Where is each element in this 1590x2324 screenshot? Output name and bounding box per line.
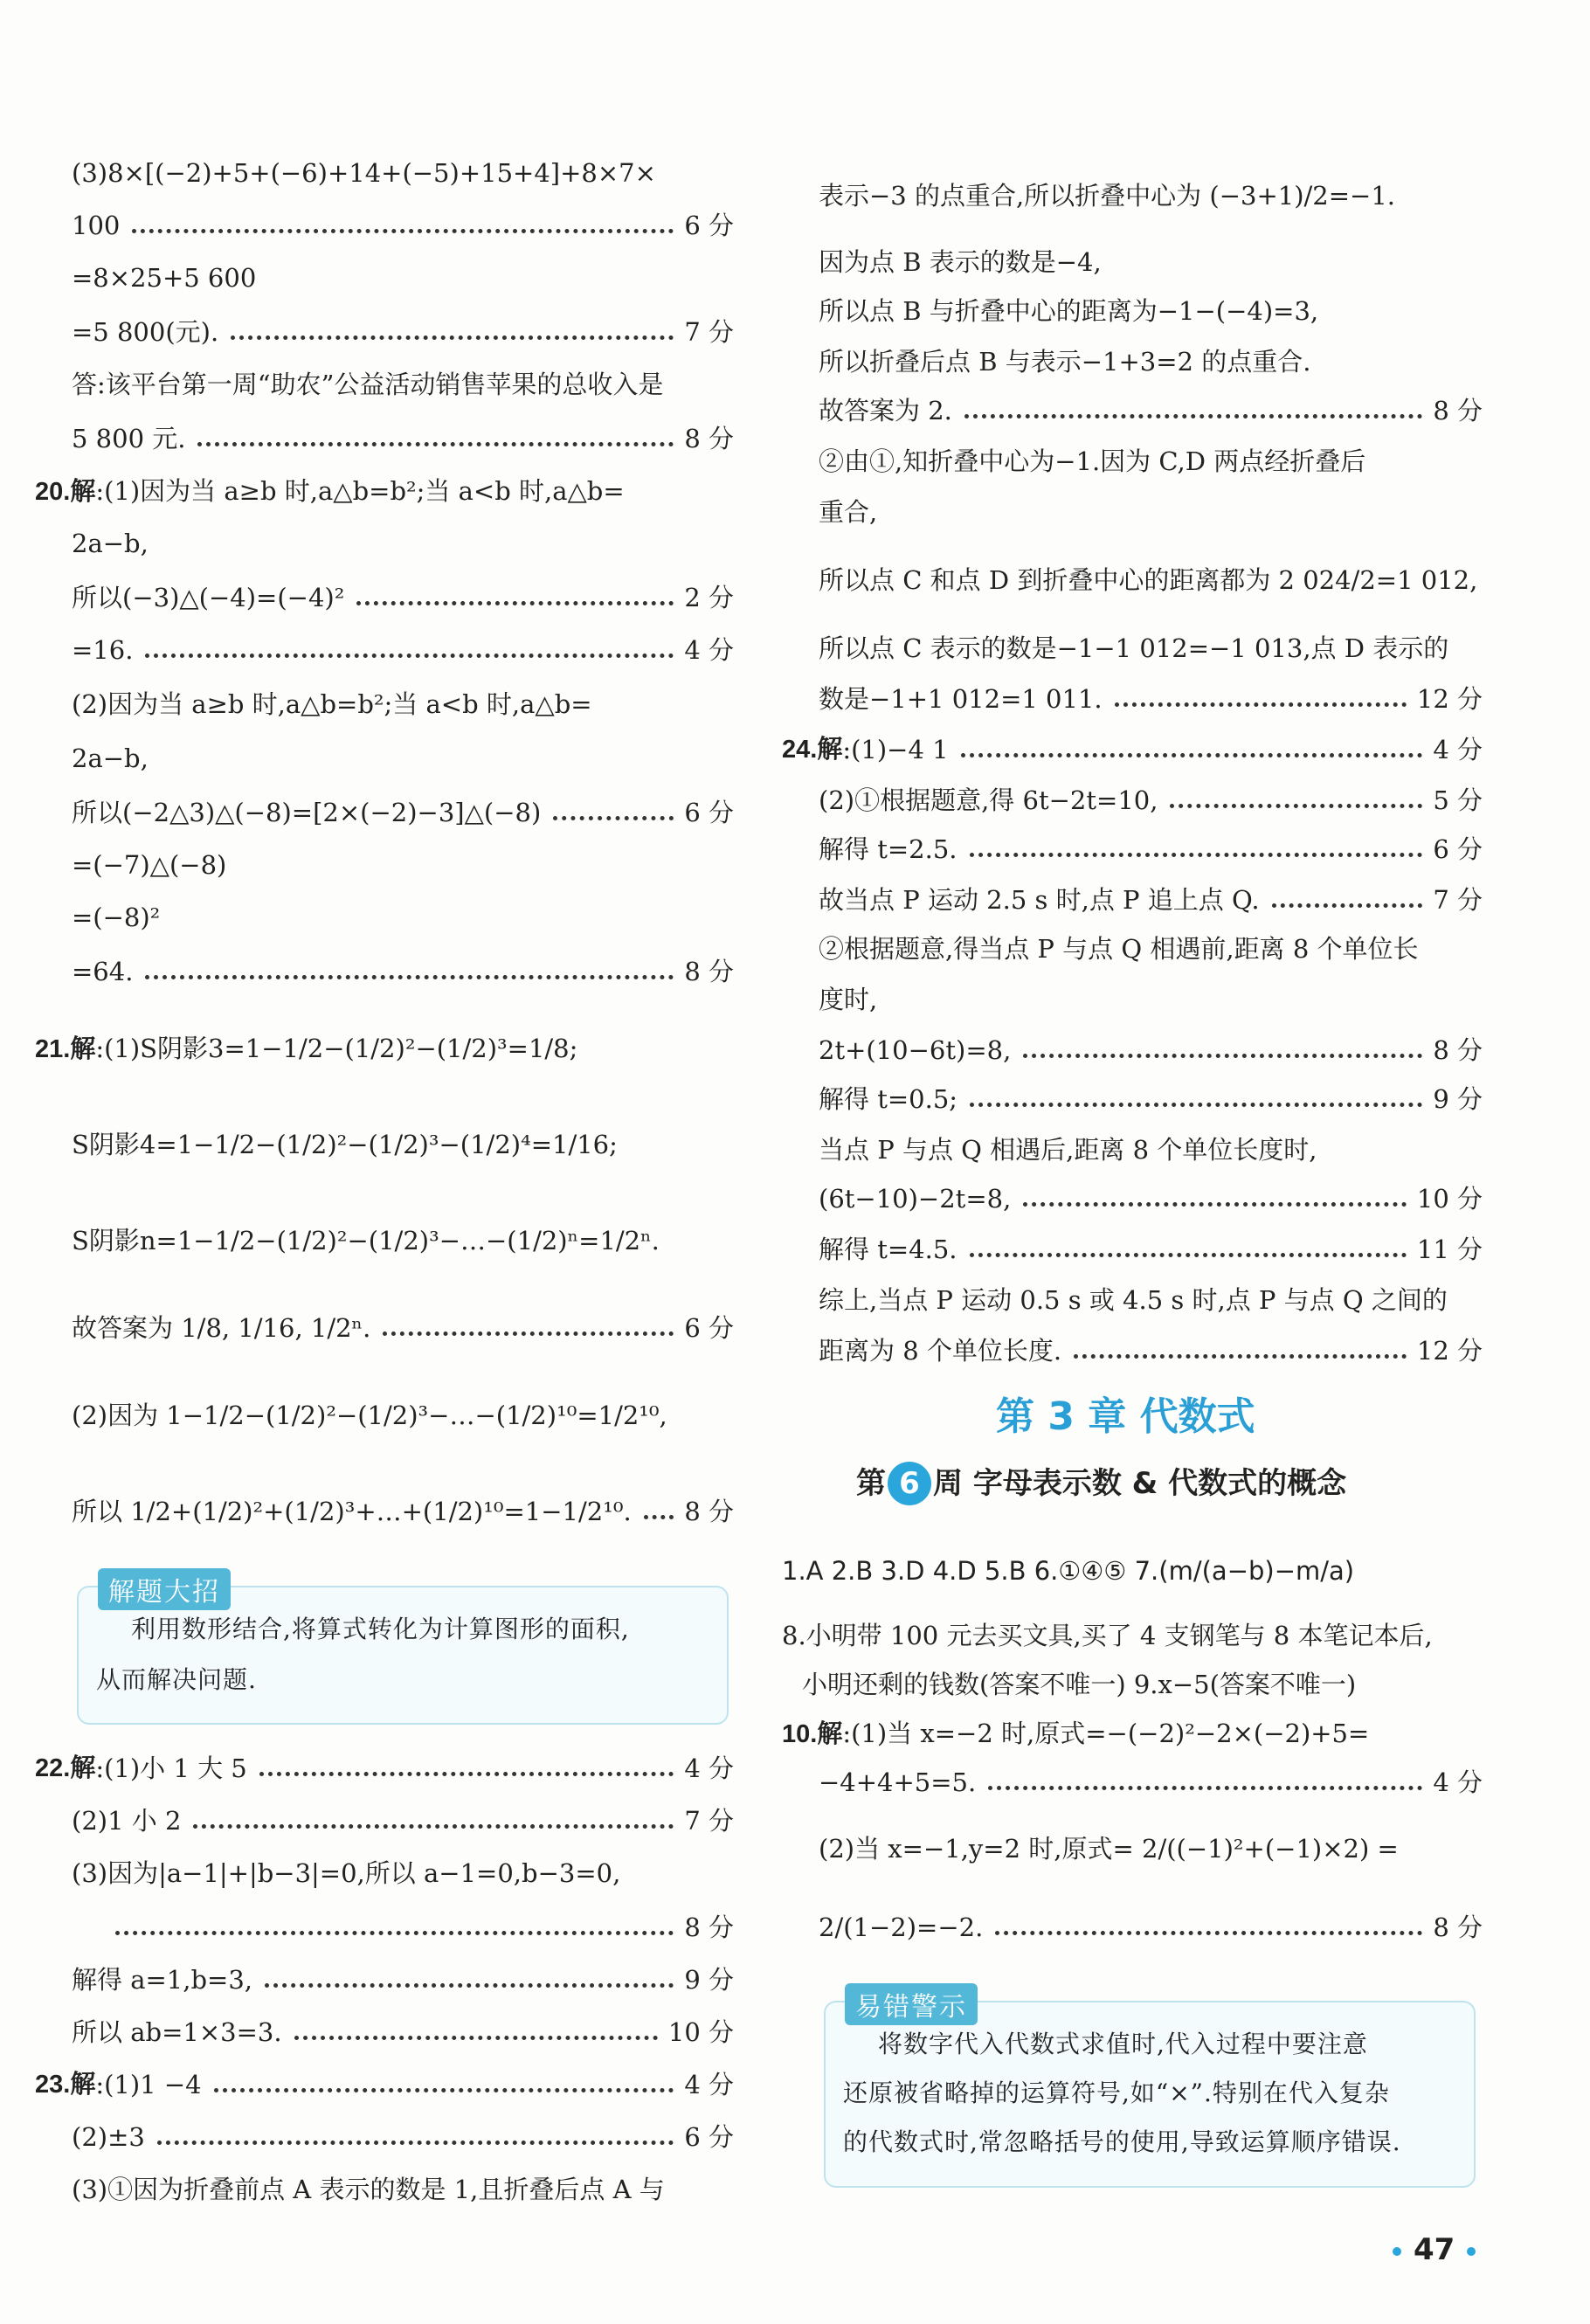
week-prefix: 第	[856, 1466, 886, 1501]
score: 10 分	[1416, 1184, 1483, 1214]
text: 100	[72, 211, 121, 240]
text: 解得 t=2.5.	[819, 834, 957, 864]
q24-line-9: 当点 P 与点 Q 相遇后,距离 8 个单位长度时,	[819, 1135, 1317, 1165]
text: :(1)1 −4	[95, 2070, 202, 2099]
q24-line-2	[819, 783, 1483, 818]
text: 数是−1+1 012=1 011.	[819, 684, 1103, 714]
q20-line-8: =(−7)△(−8)	[72, 850, 227, 880]
page-number	[1380, 2232, 1488, 2267]
tip-line-2: 还原被省略掉的运算符号,如“×”.特别在代入复杂	[843, 2078, 1390, 2107]
score: 5 分	[1433, 785, 1483, 815]
tip-box-strategy	[77, 1577, 729, 1725]
q24-line-3	[819, 832, 1483, 867]
q20-line-1	[35, 474, 625, 509]
q24-line-8	[819, 1082, 1483, 1117]
tip-line-1: 利用数形结合,将算式转化为计算图形的面积,	[131, 1615, 630, 1643]
score: 6 分	[684, 798, 734, 827]
q20-line-9: =(−8)²	[72, 903, 161, 932]
q20-line-10	[72, 954, 734, 989]
q19-line-5: 答:该平台第一周“助农”公益活动销售苹果的总收入是	[72, 370, 664, 399]
r-line-10	[819, 681, 1483, 716]
score: 6 分	[684, 211, 734, 240]
q23-line-1	[35, 2067, 734, 2102]
q21-line-2: S阴影4=1−1/2−(1/2)²−(1/2)³−(1/2)⁴=1/16;	[72, 1130, 618, 1159]
text: 解得 t=4.5.	[819, 1235, 957, 1264]
score: 4 分	[684, 1753, 734, 1783]
text: :(1)因为当 a≥b 时,a△b=b²;当 a<b 时,a△b=	[95, 476, 625, 506]
text: (2)1 小 2	[72, 1806, 182, 1836]
tip-box-warning	[824, 1992, 1476, 2188]
q22-line-3: (3)因为|a−1|+|b−3|=0,所以 a−1=0,b−3=0,	[72, 1858, 621, 1888]
text: 故答案为 2.	[819, 396, 952, 425]
text: −4+4+5=5.	[819, 1767, 977, 1797]
text: 2t+(10−6t)=8,	[819, 1035, 1012, 1065]
q24-line-4	[819, 882, 1483, 917]
q20-line-5: (2)因为当 a≥b 时,a△b=b²;当 a<b 时,a△b=	[72, 689, 592, 719]
score: 8 分	[684, 957, 734, 986]
q24-line-12: 综上,当点 P 运动 0.5 s 或 4.5 s 时,点 P 与点 Q 之间的	[819, 1285, 1448, 1315]
q19-line-4	[72, 315, 734, 349]
score: 11 分	[1416, 1235, 1483, 1264]
question-number: 23.解	[35, 2071, 96, 2099]
score: 4 分	[684, 635, 734, 665]
text: =16.	[72, 635, 134, 665]
q21-line-1	[35, 1031, 577, 1067]
q20-line-3	[72, 580, 734, 615]
score: 8 分	[1433, 1035, 1483, 1065]
text: 所以 ab=1×3=3.	[72, 2017, 282, 2047]
q8-line-1: 8.小明带 100 元去买文具,买了 4 支钢笔与 8 本笔记本后,	[782, 1621, 1433, 1650]
text: (2)±3	[72, 2122, 145, 2152]
q8-line-2: 小明还剩的钱数(答案不唯一) 9.x−5(答案不唯一)	[802, 1670, 1357, 1699]
text: :(1)当 x=−2 时,原式=−(−2)²−2×(−2)+5=	[842, 1719, 1370, 1748]
text: 解得 a=1,b=3,	[72, 1965, 253, 1995]
score: 12 分	[1416, 1336, 1483, 1366]
score: 7 分	[684, 317, 734, 347]
q10-line-3: (2)当 x=−1,y=2 时,原式= 2/((−1)²+(−1)×2) =	[819, 1834, 1399, 1864]
text: 解得 t=0.5;	[819, 1084, 958, 1114]
q22-line-1	[35, 1751, 734, 1786]
score: 9 分	[684, 1965, 734, 1995]
q19-line-2	[72, 208, 734, 243]
week-subtitle: 周 字母表示数 & 代数式的概念	[933, 1466, 1347, 1501]
r-line-8: 所以点 C 和点 D 到折叠中心的距离都为 2 024/2=1 012,	[819, 565, 1478, 595]
text: 5 800 元.	[72, 424, 186, 453]
score: 8 分	[1433, 396, 1483, 425]
q24-line-1	[782, 732, 1483, 767]
tip-line-1: 将数字代入代数式求值时,代入过程中要注意	[878, 2030, 1368, 2058]
tip-line-3: 的代数式时,常忽略括号的使用,导致运算顺序错误.	[843, 2127, 1401, 2156]
q24-line-11	[819, 1232, 1483, 1267]
r-line-2: 因为点 B 表示的数是−4,	[819, 247, 1102, 277]
text: 2/(1−2)=−2.	[819, 1912, 984, 1942]
text: :(1)S阴影3=1−1/2−(1/2)²−(1/2)³=1/8;	[95, 1034, 578, 1063]
tip-tag: 易错警示	[845, 1983, 978, 2025]
question-number: 20.解	[35, 478, 96, 506]
q10-line-2	[819, 1765, 1483, 1800]
q10-line-4	[819, 1910, 1483, 1945]
text: 所以 1/2+(1/2)²+(1/2)³+…+(1/2)¹⁰=1−1/2¹⁰.	[72, 1497, 632, 1526]
q20-line-6: 2a−b,	[72, 744, 149, 773]
q22-line-2	[72, 1803, 734, 1838]
score: 10 分	[667, 2017, 734, 2047]
q23-line-2	[72, 2120, 734, 2155]
score: 7 分	[1433, 885, 1483, 915]
text: =5 800(元).	[72, 317, 219, 347]
text: 故当点 P 运动 2.5 s 时,点 P 追上点 Q.	[819, 885, 1260, 915]
q20-line-4	[72, 633, 734, 667]
bullet-icon	[1393, 2247, 1401, 2256]
q22-line-4	[72, 1910, 734, 1945]
answers-line: 1.A 2.B 3.D 4.D 5.B 6.①④⑤ 7.(m/(a−b)−m/a)	[782, 1556, 1355, 1586]
question-number: 10.解	[782, 1720, 843, 1748]
text: :(1)小 1 大 5	[95, 1753, 247, 1783]
week-number-badge: 6	[888, 1462, 931, 1505]
score: 4 分	[684, 2070, 734, 2099]
score: 6 分	[1433, 834, 1483, 864]
r-line-3: 所以点 B 与折叠中心的距离为−1−(−4)=3,	[819, 296, 1319, 326]
question-number: 21.解	[35, 1035, 96, 1063]
score: 12 分	[1416, 684, 1483, 714]
text: 距离为 8 个单位长度.	[819, 1336, 1062, 1366]
r-line-7: 重合,	[819, 497, 878, 527]
score: 6 分	[684, 2122, 734, 2152]
q23-line-3: (3)①因为折叠前点 A 表示的数是 1,且折叠后点 A 与	[72, 2175, 665, 2204]
q24-line-10	[819, 1181, 1483, 1216]
text: =64.	[72, 957, 134, 986]
text: (6t−10)−2t=8,	[819, 1184, 1012, 1214]
score: 6 分	[684, 1313, 734, 1343]
r-line-5	[819, 393, 1483, 428]
r-line-1: 表示−3 的点重合,所以折叠中心为 (−3+1)/2=−1.	[819, 181, 1396, 211]
q21-line-6	[72, 1494, 734, 1529]
q24-line-13	[819, 1333, 1483, 1368]
r-line-4: 所以折叠后点 B 与表示−1+3=2 的点重合.	[819, 347, 1311, 377]
text: 所以(−3)△(−4)=(−4)²	[72, 583, 345, 612]
q19-line-3: =8×25+5 600	[72, 263, 257, 293]
chapter-title: 第 3 章 代数式	[996, 1394, 1255, 1439]
q21-line-4	[72, 1311, 734, 1345]
score: 7 分	[684, 1806, 734, 1836]
score: 8 分	[684, 424, 734, 453]
q24-line-5: ②根据题意,得当点 P 与点 Q 相遇前,距离 8 个单位长	[819, 934, 1419, 964]
q19-line-1: (3)8×[(−2)+5+(−6)+14+(−5)+15+4]+8×7×	[72, 158, 656, 188]
score: 8 分	[684, 1497, 734, 1526]
text: (2)①根据题意,得 6t−2t=10,	[819, 785, 1158, 815]
q24-line-6: 度时,	[819, 985, 878, 1014]
score: 9 分	[1433, 1084, 1483, 1114]
q20-line-7	[72, 795, 734, 830]
question-number: 24.解	[782, 736, 843, 764]
page-number-text: 47	[1414, 2232, 1455, 2267]
tip-line-2: 从而解决问题.	[96, 1665, 257, 1694]
score: 8 分	[684, 1912, 734, 1942]
q21-line-3: S阴影n=1−1/2−(1/2)²−(1/2)³−…−(1/2)ⁿ=1/2ⁿ.	[72, 1226, 660, 1255]
r-line-6: ②由①,知折叠中心为−1.因为 C,D 两点经折叠后	[819, 446, 1366, 476]
text: 故答案为 1/8, 1/16, 1/2ⁿ.	[72, 1313, 371, 1343]
question-number: 22.解	[35, 1754, 96, 1782]
q22-line-5	[72, 1962, 734, 1997]
text: :(1)−4 1	[842, 735, 949, 764]
q20-line-2: 2a−b,	[72, 529, 149, 558]
r-line-9: 所以点 C 表示的数是−1−1 012=−1 013,点 D 表示的	[819, 633, 1449, 663]
bullet-icon	[1467, 2247, 1476, 2256]
text: 所以(−2△3)△(−8)=[2×(−2)−3]△(−8)	[72, 798, 542, 827]
tip-tag: 解题大招	[98, 1568, 231, 1610]
q21-line-5: (2)因为 1−1/2−(1/2)²−(1/2)³−…−(1/2)¹⁰=1/2¹⁰,	[72, 1401, 667, 1430]
q22-line-6	[72, 2015, 734, 2050]
q10-line-1	[782, 1716, 1369, 1752]
score: 4 分	[1433, 1767, 1483, 1797]
score: 8 分	[1433, 1912, 1483, 1942]
week-title	[856, 1459, 1346, 1505]
score: 2 分	[684, 583, 734, 612]
q24-line-7	[819, 1033, 1483, 1068]
q19-line-6	[72, 421, 734, 456]
score: 4 分	[1433, 735, 1483, 764]
